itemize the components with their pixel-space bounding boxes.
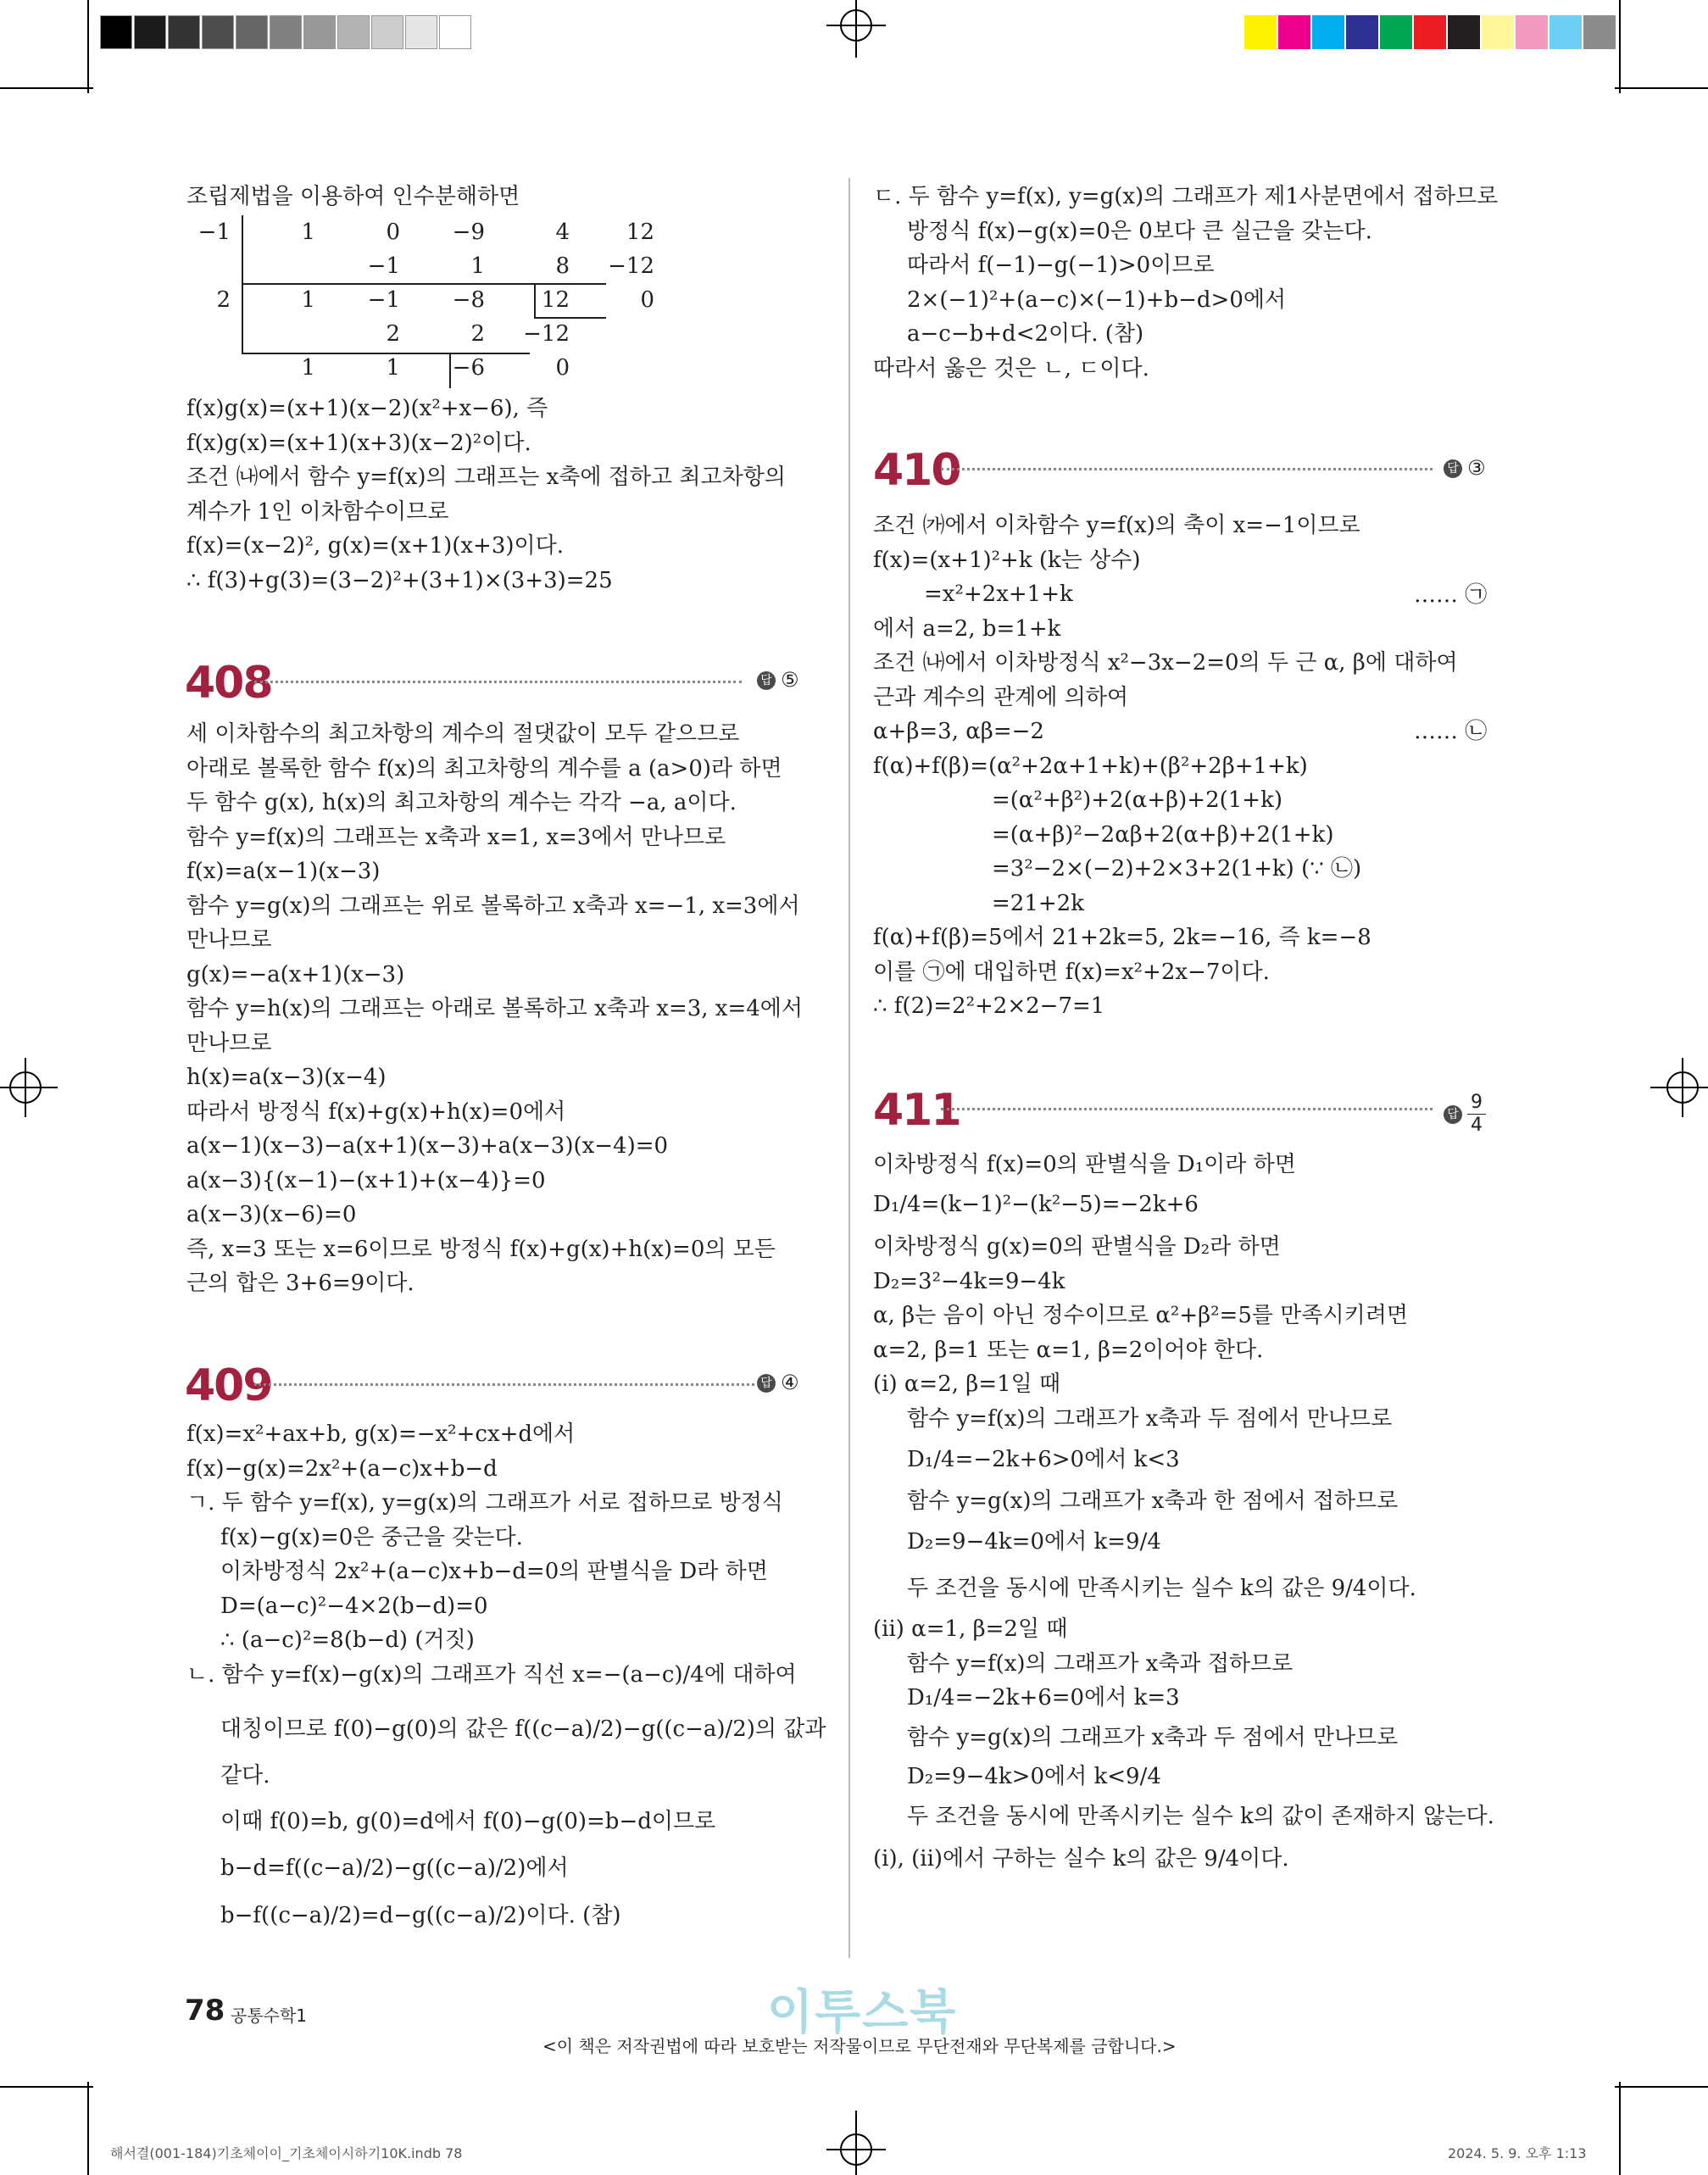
text-line: f(x)g(x)=(x+1)(x−2)(x²+x−6), 즉 — [186, 396, 548, 421]
text-line: f(α)+f(β)=5에서 21+2k=5, 2k=−16, 즉 k=−8 — [873, 925, 1371, 950]
text-line: ∴ f(3)+g(3)=(3−2)²+(3+1)×(3+3)=25 — [186, 567, 613, 593]
text-line: 두 함수 g(x), h(x)의 최고차항의 계수는 각각 −a, a이다. — [186, 790, 737, 815]
registration-mark-top — [826, 0, 886, 59]
gray-swatch — [168, 15, 200, 49]
equation-mark-2: …… ㉡ — [1414, 719, 1488, 744]
gray-swatch — [405, 15, 437, 49]
synthetic-cell — [178, 317, 242, 351]
crop-mark-top-right — [1606, 0, 1708, 102]
text-line: a(x−3)(x−6)=0 — [186, 1202, 357, 1227]
dotted-rule-409 — [254, 1383, 754, 1386]
synthetic-cell: 1 — [470, 253, 485, 279]
registration-mark-bottom — [826, 2111, 886, 2175]
answer-value: ⑤ — [781, 668, 799, 692]
text-line: g(x)=−a(x+1)(x−3) — [186, 961, 405, 987]
intro-text: 조립제법을 이용하여 인수분해하면 — [186, 184, 520, 209]
synthetic-cell — [242, 249, 327, 283]
text-line: 두 조건을 동시에 만족시키는 실수 k의 값이 존재하지 않는다. — [907, 1803, 1494, 1829]
answer-icon: 답 — [1444, 1105, 1462, 1124]
gray-swatch — [303, 15, 336, 49]
text-line: a(x−3){(x−1)−(x+1)+(x−4)}=0 — [186, 1167, 546, 1193]
color-swatch — [1482, 15, 1514, 49]
synthetic-remainder-box-2 — [449, 354, 530, 388]
text-line: 즉, x=3 또는 x=6이므로 방정식 f(x)+g(x)+h(x)=0의 모든 — [186, 1236, 776, 1262]
registration-mark-right — [1649, 1058, 1708, 1117]
gray-swatch — [439, 15, 471, 49]
text-line: (i) α=2, β=1일 때 — [873, 1371, 1061, 1397]
text-line: ㄱ. 두 함수 y=f(x), y=g(x)의 그래프가 서로 접하므로 방정식 — [186, 1490, 783, 1516]
gray-swatch — [270, 15, 302, 49]
fraction-numerator: 9 — [1467, 1092, 1486, 1115]
answer-value: ③ — [1467, 456, 1486, 480]
text-line: 이때 f(0)=b, g(0)=d에서 f(0)−g(0)=b−d이므로 — [220, 1809, 716, 1834]
text-line: b−d=f((c−a)/2)−g((c−a)/2)에서 — [220, 1855, 569, 1881]
watermark-logo: 이투스북 — [767, 1985, 958, 2040]
answer-410 — [1444, 456, 1486, 480]
text-line: 만나므로 — [186, 1030, 272, 1056]
answer-fraction — [1467, 1092, 1486, 1137]
synthetic-cell: −9 — [452, 220, 485, 245]
text-line: 따라서 방정식 f(x)+g(x)+h(x)=0에서 — [186, 1099, 566, 1125]
dotted-rule-408 — [254, 681, 742, 683]
equation-mark-1: …… ㉠ — [1414, 582, 1488, 608]
answer-409 — [757, 1371, 799, 1394]
text-line: ∴ (a−c)²=8(b−d) (거짓) — [220, 1627, 475, 1653]
color-swatch — [1448, 15, 1480, 49]
color-swatch — [1549, 15, 1582, 49]
synthetic-cell: −6 — [452, 355, 485, 381]
registration-mark-left — [0, 1058, 59, 1117]
book-title: 공통수학1 — [231, 2005, 308, 2026]
file-info: 해서결(001-184)기초체이이_기초체이시하기10K.indb 78 — [110, 2145, 463, 2161]
text-line: 이를 ㉠에 대입하면 f(x)=x²+2x−7이다. — [873, 959, 1270, 985]
synthetic-cell: 12 — [541, 287, 570, 313]
dotted-rule-411 — [941, 1108, 1433, 1110]
text-line: =21+2k — [992, 890, 1084, 916]
text-line: α=2, β=1 또는 α=1, β=2이어야 한다. — [873, 1337, 1264, 1363]
text-line: 아래로 볼록한 함수 f(x)의 최고차항의 계수를 a (a>0)라 하면 — [186, 755, 782, 782]
text-line: =(α²+β²)+2(α+β)+2(1+k) — [992, 787, 1282, 813]
gray-swatch — [100, 15, 132, 49]
synthetic-cell: 1 — [301, 287, 315, 313]
synthetic-remainder-box-1 — [534, 285, 606, 319]
text-line: 함수 y=f(x)의 그래프가 x축과 두 점에서 만나므로 — [907, 1405, 1393, 1432]
text-line: f(x)=x²+ax+b, g(x)=−x²+cx+d에서 — [186, 1421, 576, 1447]
text-line: α+β=3, αβ=−2 — [873, 719, 1044, 744]
text-line: a(x−1)(x−3)−a(x+1)(x−3)+a(x−3)(x−4)=0 — [186, 1133, 669, 1159]
text-line: 세 이차함수의 최고차항의 계수의 절댓값이 모두 같으므로 — [186, 721, 740, 747]
crop-mark-bottom-left — [0, 2073, 102, 2175]
page-number: 78 — [185, 1994, 225, 2028]
synthetic-cell: −1 — [367, 253, 400, 279]
text-line: (i), (ii)에서 구하는 실수 k의 값은 9/4이다. — [873, 1846, 1289, 1872]
text-line: 함수 y=f(x)의 그래프가 x축과 접하므로 — [907, 1650, 1294, 1677]
text-line: 이차방정식 2x²+(a−c)x+b−d=0의 판별식을 D라 하면 — [220, 1559, 768, 1584]
fraction-denominator: 4 — [1471, 1115, 1483, 1136]
print-timestamp: 2024. 5. 9. 오후 1:13 — [1448, 2145, 1587, 2161]
text-line: 두 조건을 동시에 만족시키는 실수 k의 값은 9/4이다. — [907, 1575, 1416, 1601]
synthetic-cell — [242, 317, 327, 351]
gray-swatch — [337, 15, 370, 49]
synthetic-cell: 8 — [555, 253, 570, 279]
text-line: 이차방정식 g(x)=0의 판별식을 D₂라 하면 — [873, 1234, 1281, 1260]
gray-swatch — [134, 15, 166, 49]
synthetic-cell: −1 — [198, 220, 231, 245]
synthetic-cell: 2 — [470, 321, 485, 347]
text-line: D₂=9−4k>0에서 k<9/4 — [907, 1764, 1161, 1789]
text-line: α, β는 음이 아닌 정수이므로 α²+β²=5를 만족시키려면 — [873, 1303, 1408, 1328]
text-line: 함수 y=g(x)의 그래프가 x축과 한 점에서 접하므로 — [907, 1488, 1399, 1514]
text-line: 방정식 f(x)−g(x)=0은 0보다 큰 실근을 갖는다. — [907, 218, 1372, 244]
synthetic-row — [178, 351, 666, 385]
text-line: f(x)−g(x)=2x²+(a−c)x+b−d — [186, 1455, 498, 1482]
gray-swatch — [202, 15, 234, 49]
text-line: =3²−2×(−2)+2×3+2(1+k) (∵ ㉡) — [992, 856, 1362, 882]
synthetic-cell — [581, 317, 666, 351]
text-line: f(x)=(x+1)²+k (k는 상수) — [873, 547, 1141, 573]
column-divider — [848, 178, 850, 1958]
text-line: 만나므로 — [186, 927, 272, 953]
text-line: 계수가 1인 이차함수이므로 — [186, 498, 449, 525]
gray-swatch — [371, 15, 403, 49]
text-line: f(x)−g(x)=0은 중근을 갖는다. — [220, 1524, 523, 1550]
color-swatch — [1312, 15, 1344, 49]
synthetic-cell: 1 — [301, 355, 315, 381]
synthetic-vline-1 — [242, 215, 243, 283]
text-line: f(x)=a(x−1)(x−3) — [186, 859, 381, 884]
text-line: ∴ f(2)=2²+2×2−7=1 — [873, 993, 1105, 1019]
synthetic-cell: 1 — [386, 355, 400, 381]
text-line: D₂=3²−4k=9−4k — [873, 1268, 1065, 1294]
text-line: ㄷ. 두 함수 y=f(x), y=g(x)의 그래프가 제1사분면에서 접하므로 — [873, 184, 1499, 209]
text-line: =(α+β)²−2αβ+2(α+β)+2(1+k) — [992, 821, 1334, 848]
crop-mark-top-left — [0, 0, 102, 102]
answer-icon: 답 — [757, 671, 776, 690]
text-line: 조건 ㈎에서 이차함수 y=f(x)의 축이 x=−1이므로 — [873, 513, 1360, 538]
color-swatch — [1346, 15, 1378, 49]
synthetic-cell: 1 — [301, 220, 315, 245]
text-line: 따라서 f(−1)−g(−1)>0이므로 — [907, 253, 1215, 278]
synthetic-cell — [178, 249, 242, 283]
text-line: h(x)=a(x−3)(x−4) — [186, 1065, 387, 1090]
synthetic-cell — [178, 351, 242, 385]
dotted-rule-410 — [941, 468, 1433, 470]
text-line: 이차방정식 f(x)=0의 판별식을 D₁이라 하면 — [873, 1152, 1296, 1177]
text-line: =x²+2x+1+k — [924, 581, 1073, 607]
answer-icon: 답 — [1444, 459, 1462, 478]
synthetic-cell: 2 — [216, 287, 231, 313]
crop-mark-bottom-right — [1606, 2073, 1708, 2175]
text-line: (ii) α=1, β=2일 때 — [873, 1616, 1068, 1642]
color-swatch — [1380, 15, 1412, 49]
synthetic-cell: 0 — [555, 355, 570, 381]
synthetic-cell: 0 — [386, 220, 400, 245]
text-line: D₁/4=(k−1)²−(k²−5)=−2k+6 — [873, 1191, 1199, 1217]
synthetic-cell: −8 — [452, 287, 485, 313]
text-line: D=(a−c)²−4×2(b−d)=0 — [220, 1593, 488, 1619]
text-line: 2×(−1)²+(a−c)×(−1)+b−d>0에서 — [907, 286, 1287, 313]
color-swatch — [1516, 15, 1548, 49]
synthetic-cell — [581, 351, 666, 385]
problem-number-411: 411 — [873, 1085, 960, 1136]
text-line: 에서 a=2, b=1+k — [873, 615, 1061, 642]
problem-number-408: 408 — [185, 658, 272, 709]
answer-icon: 답 — [757, 1374, 776, 1393]
text-line: 같다. — [220, 1762, 270, 1788]
synthetic-cell: −12 — [608, 253, 654, 279]
text-line: D₁/4=−2k+6>0에서 k<3 — [907, 1447, 1180, 1472]
text-line: 대칭이므로 f(0)−g(0)의 값은 f((c−a)/2)−g((c−a)/2)의 값과 — [220, 1716, 826, 1742]
text-line: 함수 y=g(x)의 그래프가 x축과 두 점에서 만나므로 — [907, 1724, 1399, 1750]
text-line: a−c−b+d<2이다. (참) — [907, 321, 1144, 347]
synthetic-cell: 2 — [386, 321, 400, 347]
text-line: f(x)g(x)=(x+1)(x+3)(x−2)²이다. — [186, 430, 531, 456]
gray-swatch — [236, 15, 268, 49]
problem-number-410: 410 — [873, 445, 960, 496]
text-line: 조건 ㈏에서 함수 y=f(x)의 그래프는 x축에 접하고 최고차항의 — [186, 464, 786, 490]
synthetic-row — [178, 249, 666, 283]
answer-value: ④ — [781, 1371, 799, 1394]
text-line: D₁/4=−2k+6=0에서 k=3 — [907, 1685, 1180, 1711]
synthetic-cell: 0 — [640, 287, 654, 313]
text-line: 근의 합은 3+6=9이다. — [186, 1271, 414, 1296]
synthetic-row — [178, 215, 666, 249]
synthetic-cell: −1 — [367, 287, 400, 313]
synthetic-vline-2 — [242, 285, 243, 353]
color-swatch — [1244, 15, 1277, 49]
synthetic-row — [178, 317, 666, 351]
text-line: D₂=9−4k=0에서 k=9/4 — [907, 1529, 1161, 1555]
synthetic-cell: −12 — [523, 321, 570, 347]
text-line: 따라서 옳은 것은 ㄴ, ㄷ이다. — [873, 355, 1149, 381]
answer-408 — [757, 668, 799, 692]
text-line: 함수 y=h(x)의 그래프는 아래로 볼록하고 x축과 x=3, x=4에서 — [186, 996, 804, 1021]
color-swatch — [1278, 15, 1310, 49]
text-line: 함수 y=g(x)의 그래프는 위로 볼록하고 x축과 x=−1, x=3에서 — [186, 893, 800, 919]
color-swatch — [1414, 15, 1446, 49]
text-line: f(α)+f(β)=(α²+2α+1+k)+(β²+2β+1+k) — [873, 753, 1308, 779]
text-line: ㄴ. 함수 y=f(x)−g(x)의 그래프가 직선 x=−(a−c)/4에 대하여 — [186, 1661, 797, 1688]
copyright-notice: <이 책은 저작권법에 따라 보호받는 저작물이므로 무단전재와 무단복제를 금합니다.> — [542, 2036, 1177, 2056]
text-line: b−f((c−a)/2)=d−g((c−a)/2)이다. (참) — [220, 1903, 621, 1928]
synthetic-cell: 12 — [626, 220, 654, 245]
answer-411 — [1444, 1092, 1486, 1137]
text-line: 조건 ㈏에서 이차방정식 x²−3x−2=0의 두 근 α, β에 대하여 — [873, 650, 1458, 676]
text-line: f(x)=(x−2)², g(x)=(x+1)(x+3)이다. — [186, 533, 565, 559]
text-line: 함수 y=f(x)의 그래프는 x축과 x=1, x=3에서 만나므로 — [186, 824, 726, 850]
synthetic-cell: 4 — [555, 220, 570, 245]
text-line: 근과 계수의 관계에 의하여 — [873, 684, 1129, 710]
problem-number-409: 409 — [185, 1360, 272, 1411]
